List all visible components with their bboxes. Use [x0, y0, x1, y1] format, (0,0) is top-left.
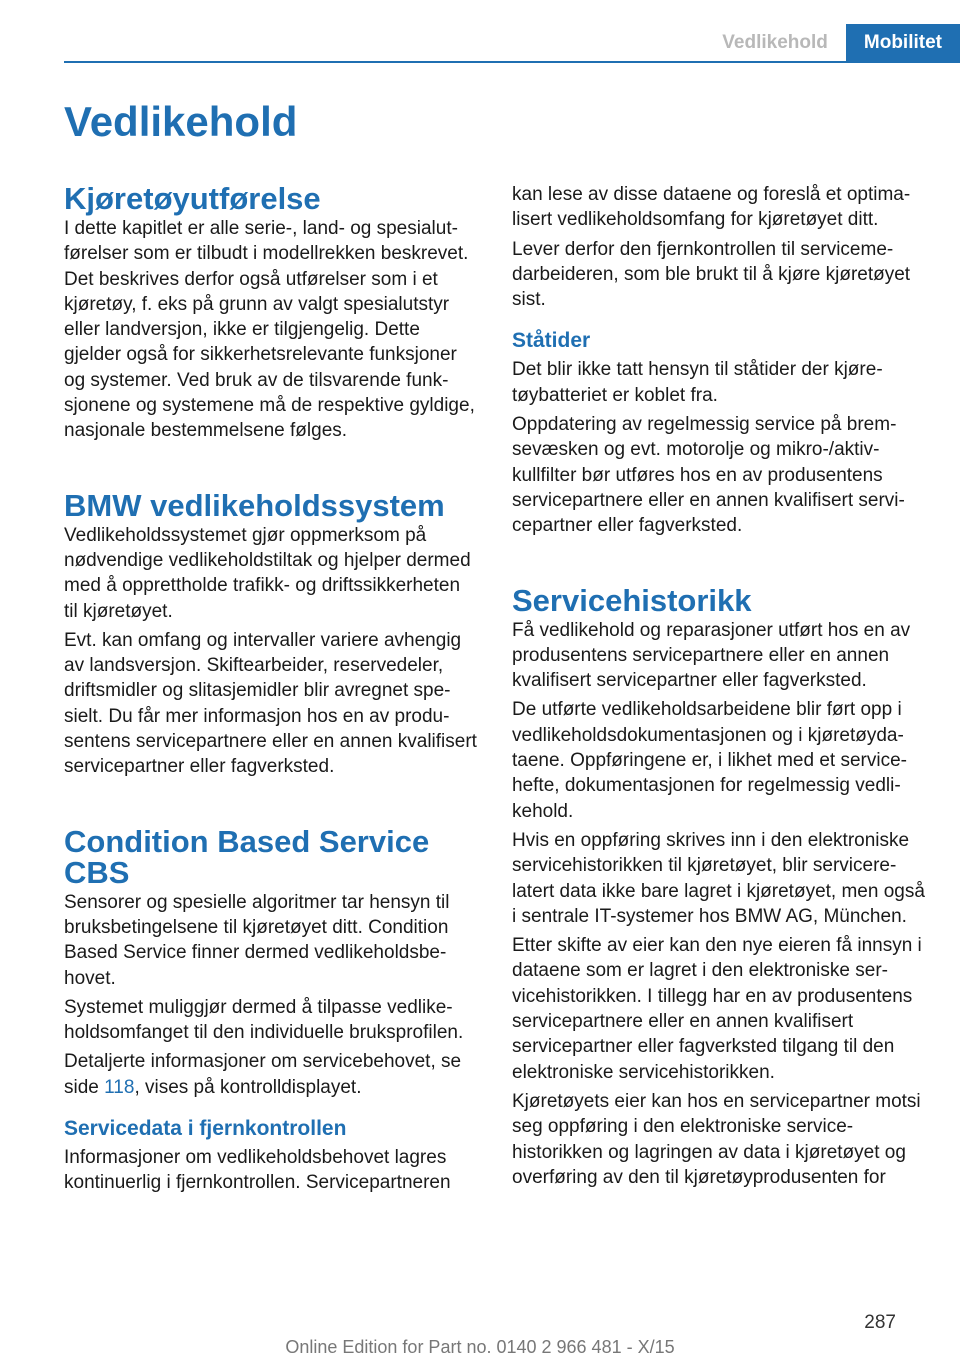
heading-statider: Ståtider: [512, 329, 591, 353]
heading-servicedata-fjernkontrollen: Servicedata i fjernkontrollen: [64, 1117, 347, 1141]
paragraph-text: Detaljerte informasjoner om servicebehovet, se side: [64, 1051, 462, 1098]
paragraph-with-link: [64, 1049, 478, 1100]
heading-condition-based-service: Condition Based Service CBS: [64, 823, 430, 890]
paragraph: I dette kapitlet er alle serie-, land- og spesialutførelser som er tilbudt i modellrekken beskrevet. Det beskrives derfor også utførelser som i et kjøretøy, f. eks på grunn av valgt spesialutstyr eller landversjon, ikke er tilgjengelig. Dette gjelder også for sikkerhetsrelevante funksjoner og systemer. Ved bruk av de tilsvarende funksjonene og systemene må de respektive gyldige, nasjonale bestemmelsene følges.: [64, 218, 475, 442]
heading-bmw-vedlikeholdssystem: BMW vedlikeholdssystem: [64, 487, 445, 523]
paragraph: Kjøretøyets eier kan hos en servicepartner motsi seg oppføring i den elektroniske servicehistorikken og lagringen av data i kjøretøyet og overføring av den til kjøretøyprodusenten for: [512, 1090, 921, 1188]
paragraph: Få vedlikehold og reparasjoner utført hos en av produsentens servicepartnere eller en annen kvalifisert servicepartner eller fagverksted.: [512, 619, 911, 692]
paragraph: Informasjoner om vedlikeholdsbehovet lagres kontinuerlig i fjernkontrollen. Servicepartneren: [64, 1147, 451, 1194]
paragraph: kan lese av disse dataene og foreslå et optimalisert vedlikeholdsomfang for kjøretøyet ditt.: [512, 184, 911, 231]
heading-kjoretoyutforelse: Kjøretøyutførelse: [64, 181, 321, 216]
heading-servicehistorikk: Servicehistorikk: [512, 582, 752, 618]
paragraph: Oppdatering av regelmessig service på bremsevæsken og evt. motorolje og mikro-/aktivkullfilter bør utføres hos en av produsentens servicepartnere eller en annen kvalifisert servicepartner eller fagverksted.: [512, 414, 905, 537]
paragraph: Systemet muliggjør dermed å tilpasse vedlikeholdsomfanget til den individuelle bruksprofilen.: [64, 996, 464, 1044]
footer-edition: Online Edition for Part no. 0140 2 966 481 - X/15: [285, 1337, 675, 1357]
paragraph: Evt. kan omfang og intervaller variere avhengig av landsversjon. Skiftearbeider, reservedeler, driftsmidler og slitasjemidler blir avregnet spesielt. Du får mer informasjon hos en av produsentens servicepartnere eller en annen kvalifisert servicepartner eller fagverksted.: [64, 629, 477, 778]
page-title: Vedlikehold: [64, 98, 298, 145]
page-link-118[interactable]: 118: [104, 1076, 135, 1098]
header-tabs: [704, 24, 960, 62]
paragraph: Sensorer og spesielle algoritmer tar hensyn til bruksbetingelsene til kjøretøyet ditt. Condition Based Service finner dermed vedlikeholdsbehovet.: [64, 891, 450, 989]
paragraph: Lever derfor den fjernkontrollen til servicemedarbeideren, som ble brukt til å kjøre kjøretøyet sist.: [512, 238, 911, 311]
paragraph-text: , vises på kontrolldisplayet.: [134, 1076, 362, 1098]
paragraph: Etter skifte av eier kan den nye eieren få innsyn i dataene som er lagret i den elektroniske servicehistorikken. I tillegg har en av produsentens servicepartnere eller en annen kvalifisert servicepartner eller fagverksted tilgang til den elektroniske servicehistorikken.: [512, 935, 922, 1083]
paragraph: De utførte vedlikeholdsarbeidene blir ført opp i vedlikeholdsdokumentasjonen og i kjøretøydataene. Oppføringene er, i likhet med et servicehefte, dokumentasjonen for regelmessig vedlikehold.: [512, 699, 907, 822]
left-column: [64, 183, 478, 1200]
tab-mobilitet[interactable]: Mobilitet: [846, 24, 960, 62]
paragraph: Hvis en oppføring skrives inn i den elektroniske servicehistorikken til kjøretøyet, blir servicerelatert data ikke bare lagret i kjøretøyet, men også i sentrale IT-systemer hos BMW AG, München.: [512, 829, 925, 927]
paragraph: Det blir ikke tatt hensyn til ståtider der kjøretøybatteriet er koblet fra.: [512, 359, 883, 406]
header-divider: [64, 61, 960, 63]
paragraph: Vedlikeholdssystemet gjør oppmerksom på nødvendige vedlikeholdstiltak og hjelper dermed med å opprettholde trafikk- og driftssikkerheten til kjøretøyet.: [64, 524, 471, 622]
right-column: [512, 182, 926, 1194]
page-number: 287: [864, 1312, 896, 1333]
tab-vedlikehold[interactable]: Vedlikehold: [704, 24, 846, 62]
